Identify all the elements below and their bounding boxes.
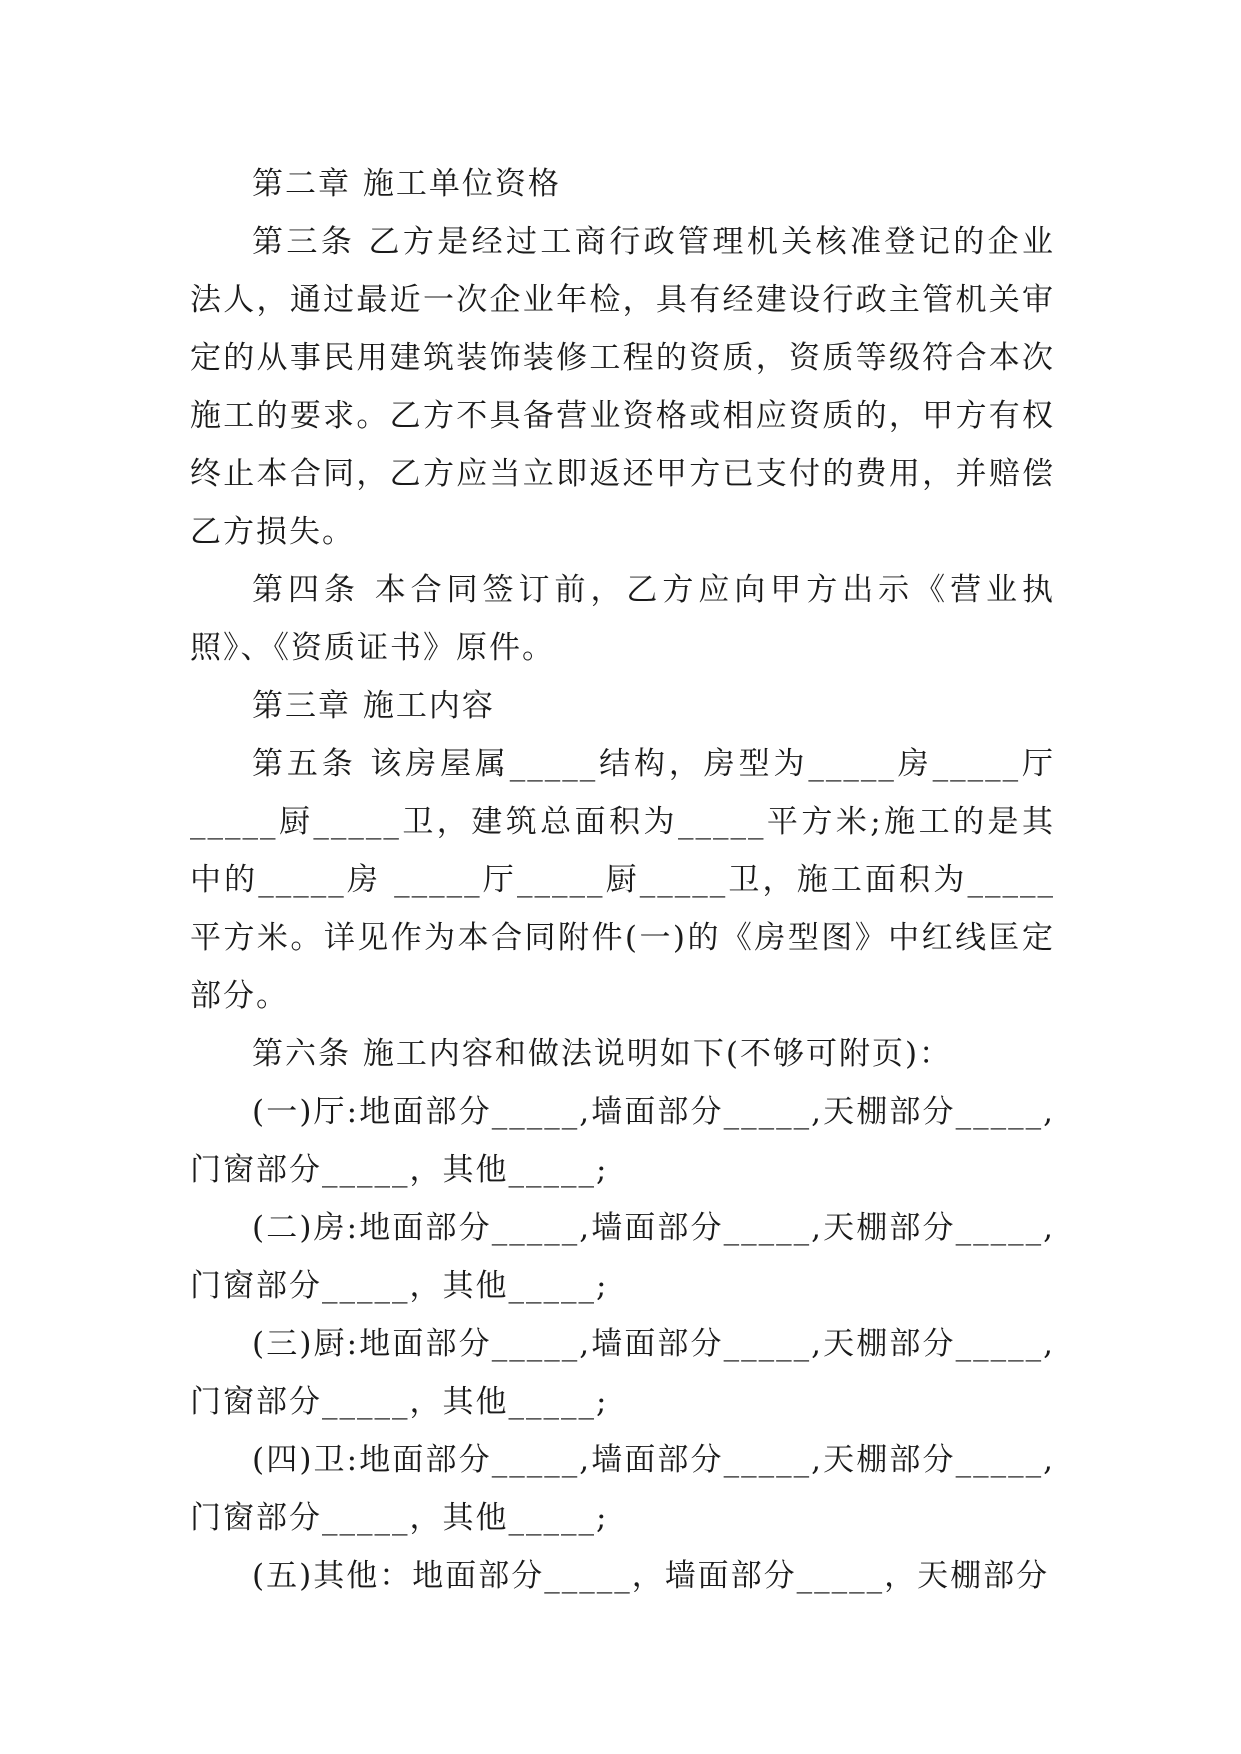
item-hall: (一)厅:地面部分_____,墙面部分_____,天棚部分_____,门窗部分_____，其他_____;: [190, 1094, 1055, 1188]
item-room: (二)房:地面部分_____,墙面部分_____,天棚部分_____,门窗部分_____，其他_____;: [190, 1210, 1055, 1304]
article-4: 第四条 本合同签订前，乙方应向甲方出示《营业执照》、《资质证书》原件。: [190, 572, 1055, 666]
article-3: 第三条 乙方是经过工商行政管理机关核准登记的企业法人，通过最近一次企业年检，具有经建设行政主管机关审定的从事民用建筑装饰装修工程的资质，资质等级符合本次施工的要求。乙方不具备营业资格或相应资质的，甲方有权终止本合同，乙方应当立即返还甲方已支付的费用，并赔偿乙方损失。: [190, 224, 1055, 550]
item-bathroom: (四)卫:地面部分_____,墙面部分_____,天棚部分_____,门窗部分_____，其他_____;: [190, 1442, 1055, 1536]
item-kitchen: (三)厨:地面部分_____,墙面部分_____,天棚部分_____,门窗部分_____，其他_____;: [190, 1326, 1055, 1420]
document-body: [190, 155, 1055, 1605]
chapter-2-heading: 第二章 施工单位资格: [252, 166, 561, 202]
article-5: 第五条 该房屋属_____结构，房型为_____房_____厅_____厨_____卫，建筑总面积为_____平方米;施工的是其中的_____房 _____厅_____厨_____卫，施工面积为_____平方米。详见作为本合同附件(一)的《房型图》中红线匡定部分。: [190, 746, 1055, 1014]
article-6: 第六条 施工内容和做法说明如下(不够可附页)：: [252, 1036, 953, 1072]
item-other: (五)其他：地面部分_____，墙面部分_____，天棚部分: [252, 1558, 1050, 1594]
chapter-3-heading: 第三章 施工内容: [252, 688, 495, 724]
